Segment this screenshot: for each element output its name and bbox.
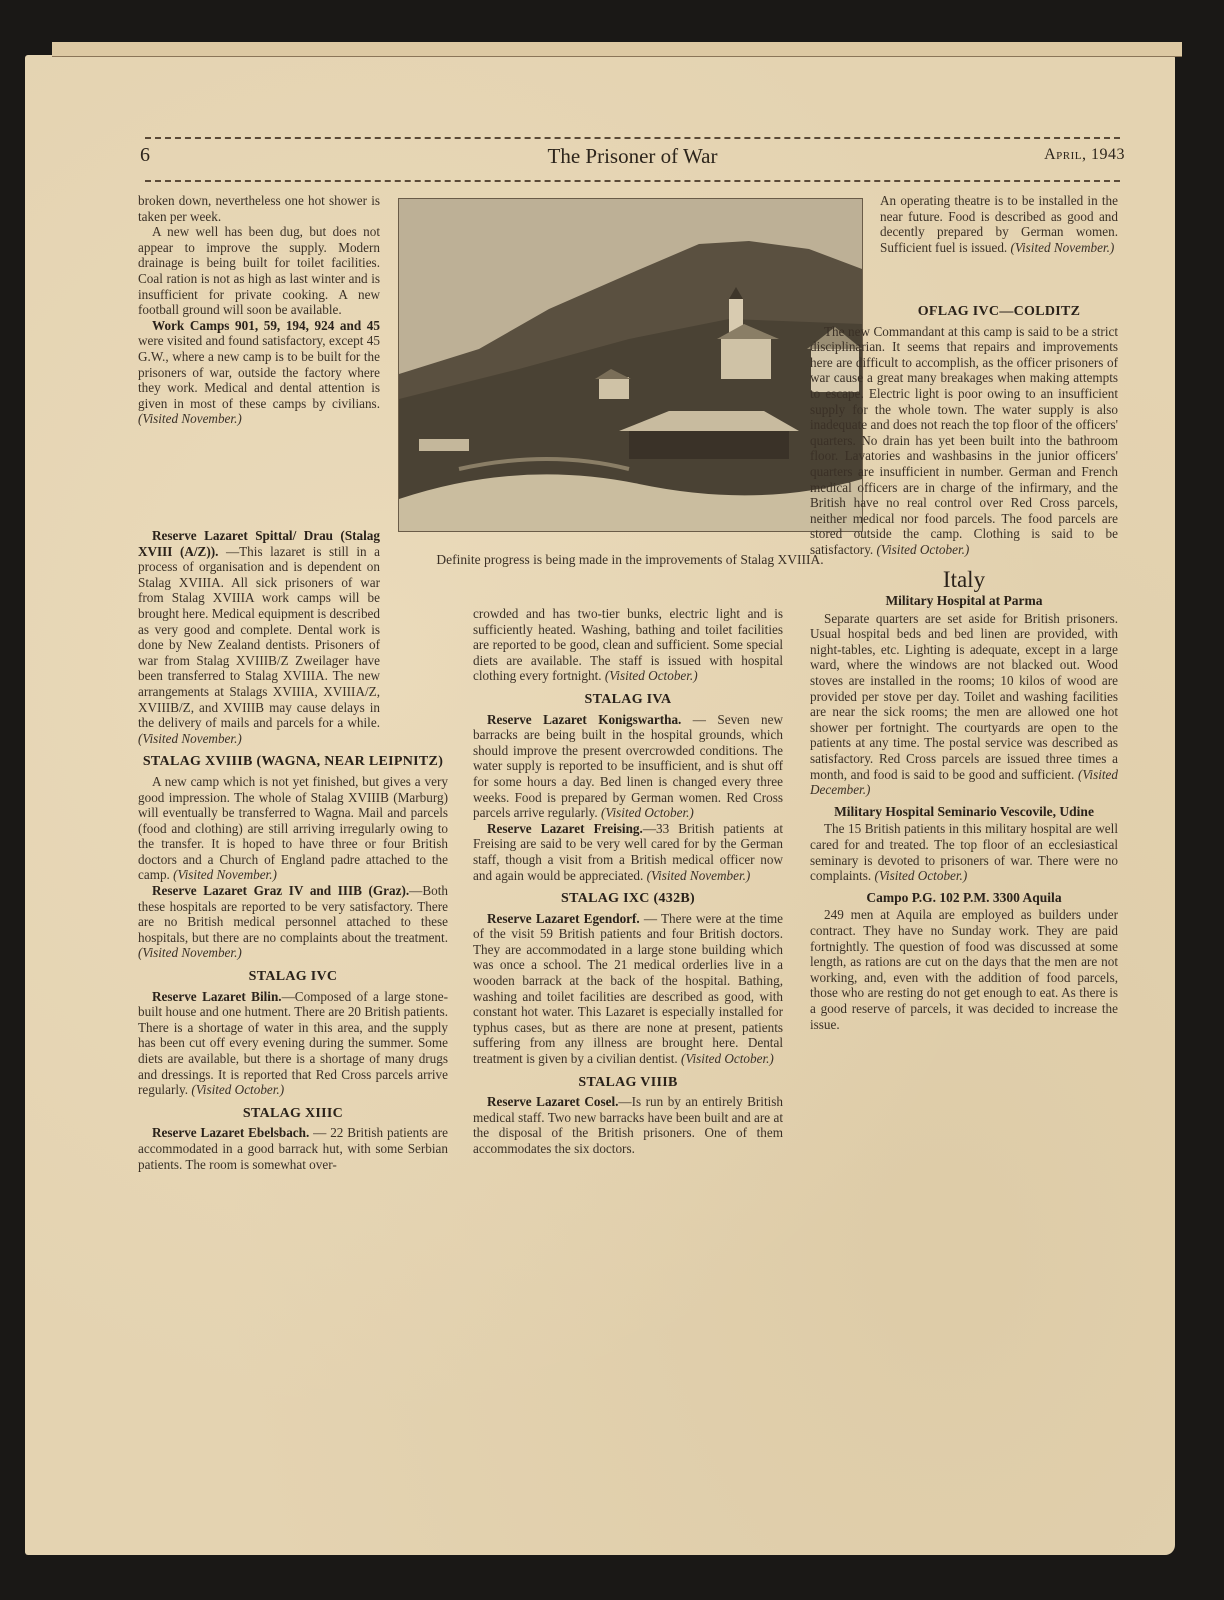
article-graz	[138, 883, 448, 961]
paragraph	[138, 774, 448, 883]
stalag-photo	[398, 198, 863, 532]
article-aquila	[810, 907, 1118, 1032]
section-heading-stalag-viiib: STALAG VIIIB	[578, 1074, 678, 1090]
visited-note: (Visited October.)	[874, 868, 968, 884]
paragraph-text: An operating theatre is to be installed in the near future. Food is described as good and decently prepared by German women. Sufficient fuel is issued.	[880, 193, 1118, 255]
page-fold-edge	[52, 42, 1182, 57]
item-heading: Reserve Lazaret Graz IV and IIIB (Graz).	[152, 883, 410, 899]
subheading-aquila: Campo P.G. 102 P.M. 3300 Aquila	[866, 889, 1062, 905]
item-heading: Reserve Lazaret Freising.	[487, 820, 643, 836]
article-spittal	[138, 528, 448, 746]
section-heading-stalag-ixc: STALAG IXC (432B)	[561, 891, 695, 907]
subheading-parma: Military Hospital at Parma	[885, 593, 1043, 609]
paragraph-text: The new Commandant at this camp is said to be a strict disciplinarian. It seems that repairs and improvements here are difficult to accomplish, as the officer prisoners of war cause a great many breakages when making attempts to escape. Electric light is poor owing to an insufficient supply for the whole town. The water supply is also inadequate and does not reach the top floor of the officers' quarters. No drain has yet been built into the bathroom floor. Lavatories and washbasins in the junior officers' quarters are insufficient in number. German and French medical officers are in charge of the infirmary, and the British have no real control over Red Cross parcels, neither medical nor food parcels. The food parcels are stored outside the camp. Clothing is said to be satisfactory.	[810, 323, 1118, 557]
column-3-top	[880, 193, 1118, 255]
paragraph	[473, 606, 783, 684]
article-work-camps	[138, 318, 380, 427]
article-freising	[473, 821, 783, 883]
visited-note: (Visited October.)	[604, 668, 698, 684]
item-heading: Reserve Lazaret Egendorf.	[487, 910, 640, 926]
visited-note: (Visited October.)	[191, 1082, 285, 1098]
article-udine	[810, 821, 1118, 883]
paragraph-text: —Composed of a large stone-built house and one hutment. There are 20 British patients. There is a shortage of water in this area, and the supply has been cut off every evening during the summer. Some diets are available, but there is a shortage of many drugs and dressings. It is reported that Red Cross parcels arrive regularly.	[138, 988, 448, 1098]
header-top-rule	[145, 137, 1120, 139]
column-1-bottom	[138, 528, 448, 1172]
item-heading: Reserve Lazaret Spittal/ Drau (Stalag XVIII (A/Z)).	[138, 528, 380, 559]
paragraph-text: — Seven new barracks are being built in the hospital grounds, which should improve the present overcrowded conditions. The water supply is reported to be insufficient, and is shut off for some hours a day. Bed linen is changed every three weeks. Food is prepared by German women. Red Cross parcels arrive regularly.	[473, 711, 783, 821]
paragraph-text: — 22 British patients are accommodated in a good barrack hut, with some Serbian patients. The room is somewhat over-	[138, 1125, 448, 1172]
header-bottom-rule	[145, 180, 1120, 182]
column-2	[473, 606, 783, 1157]
subheading-udine: Military Hospital Seminario Vescovile, Udine	[834, 803, 1094, 819]
visited-note: (Visited November.)	[138, 945, 242, 961]
column-1-top	[138, 193, 380, 427]
paragraph-text: —33 British patients at Freising are said to be very well cared for by the German staff, though a visit from a British medical officer now and again would be appreciated.	[473, 820, 783, 883]
section-heading-stalag-ivc: STALAG IVC	[248, 969, 338, 985]
paragraph-text: were visited and found satisfactory, except 45 G.W., where a new camp is to be built for the prisoners of war, outside the factory where they work. Medical and dental attention is given in most of these camps by civilians.	[138, 333, 380, 411]
visited-note: (Visited November.)	[138, 411, 242, 427]
section-heading-oflag-colditz: OFLAG IVC—COLDITZ	[917, 304, 1081, 319]
paragraph-text: —This lazaret is still in a process of organisation and is dependent on Stalag XVIIIA. All sick prisoners of war from Stalag XVIIIA work camps will be brought here. Medical equipment is described as very good and complete. Dental work is done by New Zealand dentists. Prisoners of war from Stalag XVIIIB/Z Zweilager have been transferred to Stalag XVIIIA. The new arrangements at Stalags XVIIIA, XVIIIA/Z, XVIIIB/Z, and XVIIIB may cause delays in the delivery of mails and parcels for a while.	[138, 543, 380, 731]
paragraph-text: The 15 British patients in this military hospital are well cared for and treated. The top floor of an ecclesiastical seminary is devoted to prisoners of war. There were no complaints.	[810, 821, 1118, 884]
issue-date: April, 1943	[1044, 146, 1125, 163]
article-bilin	[138, 989, 448, 1098]
photo-caption: Definite progress is being made in the improvements of Stalag XVIIIA.	[436, 552, 824, 567]
visited-note: (Visited October.)	[601, 805, 694, 821]
item-heading: Work Camps 901, 59, 194, 924 and 45	[152, 317, 380, 333]
page-number: 6	[140, 144, 150, 166]
item-heading: Reserve Lazaret Cosel.	[487, 1094, 619, 1110]
section-heading-stalag-xiiic: STALAG XIIIC	[242, 1105, 344, 1121]
paragraph-text: —Is run by an entirely British medical staff. Two new barracks have been built and are at the disposal of the British prisoners. One of them accommodates the six doctors.	[473, 1094, 783, 1156]
paragraph-text: — There were at the time of the visit 59 British patients and four British doctors. They are accommodated in a large stone building which was once a school. The 21 medical orderlies live in a wooden barrack at the back of the hospital. Bathing, washing and toilet facilities are described as good, with constant hot water. This Lazaret is especially installed for typhus cases, but as there are none at present, patients suffering from any illness are brought here. Dental treatment is given by a civilian dentist.	[473, 910, 784, 1067]
paragraph-text: 249 men at Aquila are employed as builders under contract. They have no Sunday work. They are paid fortnightly. The question of food was discussed at some length, as rations are cut on the days that the men are not working, and, even with the addition of food parcels, those who are resting do not get enough to eat. As there is a good reserve of parcels, it was decided to increase the issue.	[810, 907, 1118, 1032]
landscape-illustration	[399, 199, 862, 531]
paragraph-text: crowded and has two-tier bunks, electric light and is sufficiently heated. Washing, bathing and toilet facilities are reported to be good, clean and sufficient. Some special diets are available. The staff is issued with hospital clothing every fortnight.	[473, 606, 783, 684]
article-ebelsbach	[138, 1125, 448, 1172]
visited-note: (Visited October.)	[876, 541, 970, 557]
paragraph-text: —Both these hospitals are reported to be very satisfactory. There are no British medical personnel attached to these hospitals, but there are no complaints about the treatment.	[138, 883, 448, 945]
publication-title: The Prisoner of War	[547, 144, 718, 168]
visited-note: (Visited October.)	[681, 1051, 774, 1067]
article-egendorf	[473, 911, 783, 1067]
article-colditz	[810, 324, 1118, 558]
visited-note: (Visited November.)	[138, 730, 242, 746]
item-heading: Reserve Lazaret Ebelsbach.	[152, 1125, 310, 1141]
article-cosel	[473, 1094, 783, 1156]
item-heading: Reserve Lazaret Bilin.	[152, 988, 282, 1004]
section-heading-stalag-iva: STALAG IVA	[584, 691, 672, 707]
paragraph: A new well has been dug, but does not appear to improve the supply. Modern drainage is being built for toilet facilities. Coal ration is not as high as last winter and is insufficient for private cooking. A new football ground will soon be available.	[138, 224, 380, 318]
visited-note: (Visited December.)	[810, 766, 1118, 798]
article-konigswartha	[473, 712, 783, 821]
paragraph	[880, 193, 1118, 255]
paragraph: broken down, nevertheless one hot shower is taken per week.	[138, 193, 380, 224]
visited-note: (Visited November.)	[173, 867, 277, 883]
paragraph-text: A new camp which is not yet finished, but gives a very good impression. The whole of Stalag XVIIIB (Marburg) will eventually be transferred to Wagna. Mail and parcels (food and clothing) are still arriving irregularly owing to the transfer. It is hoped to have three or four British doctors and a Church of England padre attached to the camp.	[138, 773, 448, 883]
paragraph-text: Separate quarters are set aside for British prisoners. Usual hospital beds and bed linen are provided, with night-tables, etc. Lighting is adequate, except in a large ward, where the windows are not blacked out. Wood stoves are installed in the rooms; 10 kilos of wood are provided per stove per day. Toilet and washing facilities are near the sick rooms; the men are allowed one hot shower per fortnight. The courtyards are open to the patients at any time. The postal service was described as satisfactory. Red Cross parcels are issued three times a month, and food is said to be good and sufficient.	[810, 610, 1118, 782]
article-parma	[810, 611, 1118, 798]
page-header	[140, 142, 1125, 176]
visited-note: (Visited November.)	[646, 867, 751, 883]
column-3-bottom	[810, 296, 1118, 1032]
item-heading: Reserve Lazaret Konigswartha.	[487, 711, 682, 727]
section-heading-stalag-xviiib: STALAG XVIIIB (WAGNA, NEAR LEIPNITZ)	[142, 754, 444, 770]
section-heading-italy: Italy	[942, 566, 986, 592]
visited-note: (Visited November.)	[1010, 239, 1115, 255]
